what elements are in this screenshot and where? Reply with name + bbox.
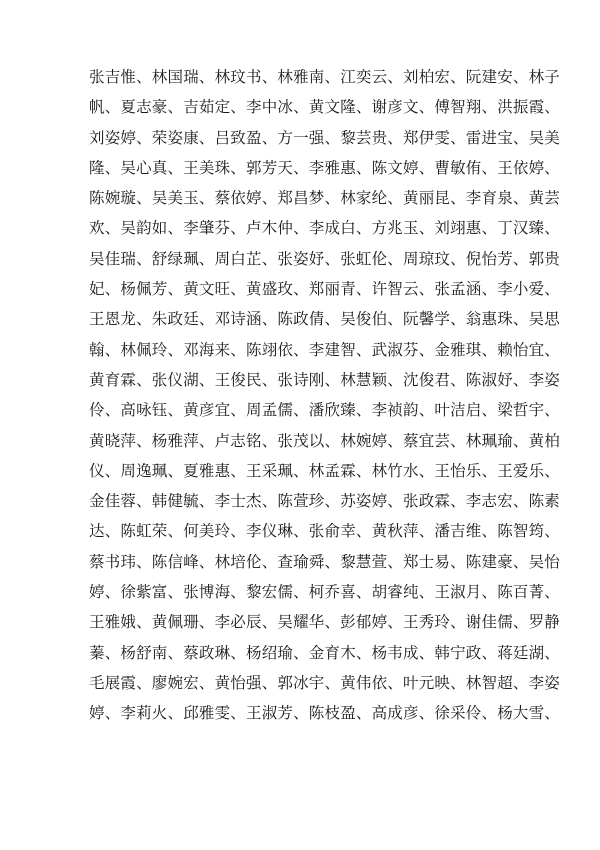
text-line: 翰、林佩玲、邓海来、陈翊依、李建智、武淑芬、金雅琪、赖怡宜、 (89, 340, 561, 359)
text-line: 王雅娥、黄佩珊、李必辰、吴耀华、彭郁婷、王秀玲、谢佳儒、罗静 (89, 613, 561, 632)
text-line: 隆、吴心真、王美珠、郭芳天、李雅惠、陈文婷、曹敏侑、王依婷、 (89, 158, 561, 177)
text-line: 金佳蓉、韩健毓、李士杰、陈萱珍、苏姿婷、张政霖、李志宏、陈素 (89, 492, 561, 511)
text-line: 吴佳瑞、舒绿珮、周白芷、张姿妤、张虹伦、周琼玟、倪怡芳、郭贵 (89, 249, 561, 268)
text-line: 陈婉璇、吴美玉、蔡依婷、郑昌梦、林家纶、黄丽昆、李育泉、黄芸 (89, 189, 561, 208)
text-line: 黄育霖、张仪湖、王俊民、张诗刚、林慧颖、沈俊君、陈淑妤、李姿 (89, 370, 561, 389)
text-line: 王恩龙、朱政廷、邓诗涵、陈政倩、吴俊伯、阮馨学、翁惠珠、吴思 (89, 310, 561, 329)
text-line: 仪、周逸珮、夏雅惠、王采珮、林孟霖、林竹水、王怡乐、王爱乐、 (89, 461, 561, 480)
text-line: 蓁、杨舒南、蔡政琳、杨绍瑜、金育木、杨韦成、韩宁政、蒋廷湖、 (89, 643, 561, 662)
name-list-text (89, 62, 561, 729)
text-line: 妃、杨佩芳、黄文旺、黄盛玫、郑丽青、许智云、张孟涵、李小爱、 (89, 280, 561, 299)
text-line: 黄晓萍、杨雅萍、卢志铭、张茂以、林婉婷、蔡宜芸、林珮瑜、黄柏 (89, 431, 561, 450)
text-line: 刘姿婷、荣姿康、吕致盈、方一强、黎芸贵、郑伊雯、雷进宝、吴美 (89, 128, 561, 147)
text-line: 蔡书玮、陈信峰、林培伦、查瑜舜、黎慧萱、郑士易、陈建豪、吴怡 (89, 552, 561, 571)
text-line: 欢、吴韵如、李肇芬、卢木仲、李成白、方兆玉、刘翊惠、丁汉臻、 (89, 219, 561, 238)
text-line: 婷、李莉火、邱雅雯、王淑芳、陈枝盈、高成彦、徐采伶、杨大雪、 (89, 704, 561, 723)
text-line: 婷、徐紫富、张博海、黎宏儒、柯乔喜、胡睿纯、王淑月、陈百菁、 (89, 583, 561, 602)
text-line: 毛展霞、廖婉宏、黄怡强、郭冰宇、黄伟依、叶元映、林智超、李姿 (89, 673, 561, 692)
text-line: 张吉惟、林国瑞、林玟书、林雅南、江奕云、刘柏宏、阮建安、林子 (89, 68, 561, 86)
text-line: 伶、高咏钰、黄彦宜、周孟儒、潘欣臻、李祯韵、叶洁启、梁哲宇、 (89, 401, 561, 420)
text-line: 达、陈虹荣、何美玲、李仪琳、张俞幸、黄秋萍、潘吉维、陈智筠、 (89, 522, 561, 541)
text-line: 帆、夏志豪、吉茹定、李中冰、黄文隆、谢彦文、傅智翔、洪振霞、 (89, 98, 561, 117)
